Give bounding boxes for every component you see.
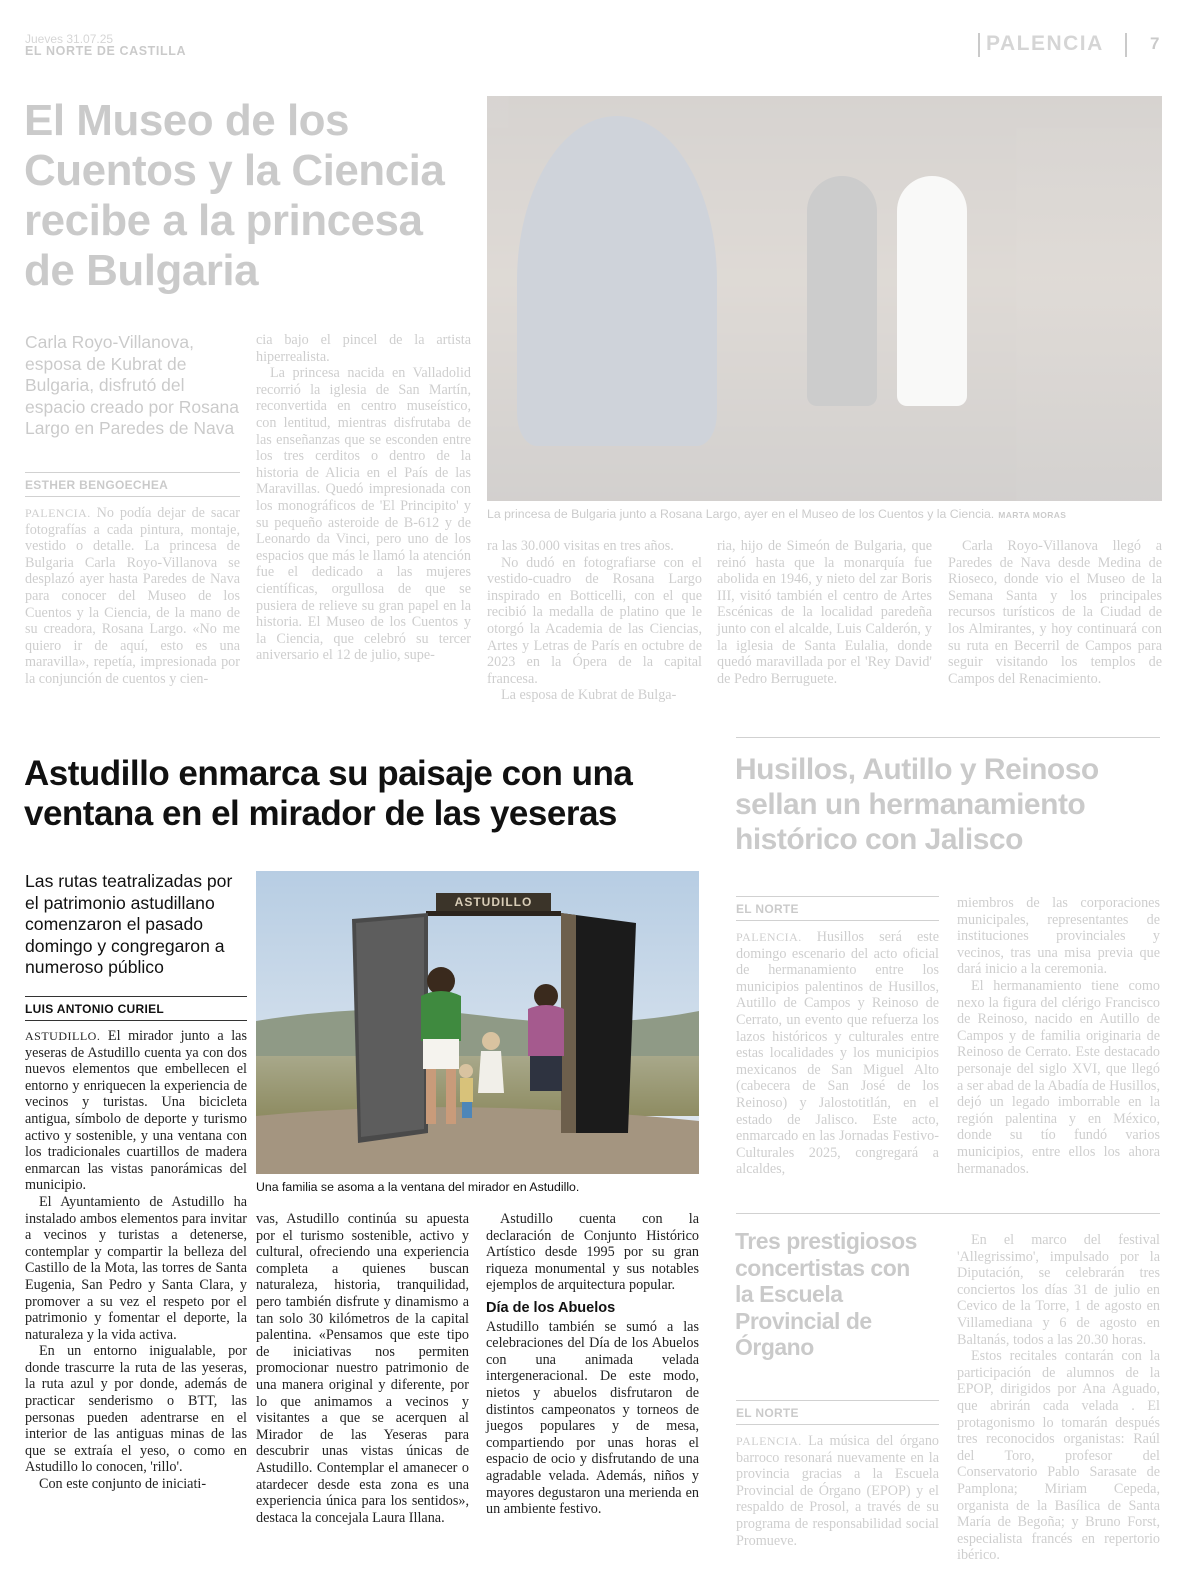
main-col1-p1: El mirador junto a las yeseras de Astudillo cuenta ya con dos nuevos elementos que embellecen el entorno y enriquecen la experiencia de vecinos y turistas. Una bicicleta antigua, símbolo de deporte y turismo activo y sostenible, y una ventana con los tradicionales cuartillos de madera enmarcan las vistas panorámicas del municipio. <box>25 1028 248 1194</box>
person-woman-leg-right <box>446 1069 456 1124</box>
main-col1-p1-wrap <box>25 1028 247 1194</box>
right2-col2-p2: Estos recitales contarán con la participación de alumnos de la EPOP, dirigidos por Ana Aguado, que abrirán cada velada . El protagonismo lo tomarán después tres reconocidos organistas: Raúl del Toro, profesor del Conservatorio Pablo Sarasate de Pamplona; Miriam Cepeda, organista de la Basílica de Santa María de Begoña; y Bruno Forst, especialista francés en repertorio ibérico. <box>957 1348 1160 1564</box>
right1-headline: Husillos, Autillo y Reinoso sellan un hermanamiento histórico con Jalisco <box>735 753 1099 856</box>
top-col1-text: No podía dejar de sacar fotografías a cada pintura, montaje, vestido o detalle. La princesa de Bulgaria Carla Royo-Villanova se desplazó ayer hasta Paredes de Nava para conocer del Museo de los Cuentos y la Ciencia, de la mano de su creadora, Rosana Largo. «No me quiero ir de aquí, esto es una maravilla», repetía, impresionada por la conjunción de cuentos y cien- <box>25 505 240 687</box>
right1-col2-p1: miembros de las corporaciones municipales, representantes de instituciones provinciales y vecinos, tras una misa previa que dará inicio a la ceremonia. <box>957 895 1160 978</box>
person-man-shirt <box>528 1005 564 1056</box>
top-article-col5 <box>948 538 1162 687</box>
right2-col1-text: La música del órgano barroco resonará nuevamente en la provincia gracias a la Escuela Provincial de Órgano (EPOP) y el respaldo de Prosol, a través de su programa de responsabilidad social Promueve. <box>736 1433 940 1549</box>
main-col1 <box>25 1028 247 1493</box>
main-byline-rule <box>25 996 247 997</box>
main-col3 <box>486 1211 699 1518</box>
top-article-lead: Carla Royo-Villanova, esposa de Kubrat de Bulgaria, disfrutó del espacio creado por Rosana Largo en Paredes de Nava <box>25 332 240 438</box>
right1-top-rule <box>736 737 1160 738</box>
main-col1-place: ASTUDILLO. <box>25 1029 101 1043</box>
person-man-pants <box>530 1056 562 1091</box>
right2-byline: EL NORTE <box>736 1406 799 1420</box>
left-door-inner <box>356 917 424 1137</box>
right1-col1-place: PALENCIA. <box>736 930 802 944</box>
right1-col2-p2: El hermanamiento tiene como nexo la figura del clérigo Francisco de Reinoso, nacido en Autillo de Campos y de familia originaria de Reinoso de Cerrato. Este destacado personaje del siglo XVI, que llegó a ser abad de la Abadía de Husillos, dejó un legado imborrable en la región palentina y en México, donde su tío fundó varios municipios, entre ellos los ahora hermanados. <box>957 977 1160 1177</box>
top-article-headline: El Museo de los Cuentos y la Ciencia recibe a la princesa de Bulgaria <box>24 96 445 295</box>
right1-col1 <box>736 929 939 1178</box>
top-article-byline: ESTHER BENGOECHEA <box>25 478 169 492</box>
person-woman-head <box>427 967 455 995</box>
door-lintel <box>426 911 561 916</box>
section-divider-left <box>978 33 980 57</box>
right2-top-rule <box>736 1213 1160 1214</box>
person-woman-leg-left <box>426 1069 436 1124</box>
right2-byline-rule-bottom <box>736 1424 939 1425</box>
person-woman-shirt <box>421 991 461 1041</box>
top-caption-text: La princesa de Bulgaria junto a Rosana Largo, ayer en el Museo de los Cuentos y la Ciencia. <box>487 507 995 521</box>
right2-col1 <box>736 1433 939 1549</box>
right2-byline-rule <box>736 1400 939 1401</box>
top-col2-p1: cia bajo el pincel de la artista hiperrealista. <box>256 332 471 365</box>
right1-col2 <box>957 895 1160 1177</box>
top-photo-credit: MARTA MORAS <box>998 510 1067 520</box>
highlighted-article <box>8 740 717 1583</box>
person-shape-1 <box>807 176 877 406</box>
right2-headline: Tres prestigiosos concertistas con la Escuela Provincial de Órgano <box>735 1228 917 1360</box>
section-divider-right <box>1125 33 1127 57</box>
issue-date: Jueves 31.07.25 <box>25 32 114 46</box>
main-col3-p2: Astudillo también se sumó a las celebraciones del Día de los Abuelos con una animada velada intergeneracional. De este modo, nietos y abuelos disfrutaron de distintos campeonatos y torneos de juegos populares y de mesa, compartiendo por unas horas el espacio de ocio y disfrutando de una agradable velada. Además, niños y mayores degustaron una merienda en un ambiente festivo. <box>486 1318 699 1518</box>
child-head <box>482 1032 500 1050</box>
main-lead: Las rutas teatralizadas por el patrimonio astudillano comenzaron el pasado domingo y congregaron a numeroso público <box>25 871 233 978</box>
main-col1-p4: Con este conjunto de iniciati- <box>39 1476 207 1493</box>
top-col3-p3: La esposa de Kubrat de Bulga- <box>501 687 677 704</box>
top-article-col1 <box>25 505 240 688</box>
main-col3-p1: Astudillo cuenta con la declaración de Conjunto Histórico Artístico desde 1995 por su gran riqueza monumental y sus notables ejemplos de arquitectura popular. <box>486 1211 699 1294</box>
stony-ground <box>256 1107 699 1174</box>
right2-col2 <box>957 1232 1160 1564</box>
top-col3-p2: No dudó en fotografiarse con el vestido-cuadro de Rosana Largo inspirado en Botticelli, con el que recibió la medalla de platino que le otorgó la Academia de las Ciencias, Artes y Letras de París en octubre de 2023 en la Ópera de la capital francesa. <box>487 554 702 687</box>
main-col2 <box>256 1211 469 1526</box>
main-byline-rule-bottom <box>25 1020 247 1021</box>
page-number: 7 <box>1150 34 1160 53</box>
person-man-head <box>534 984 558 1008</box>
top-byline-rule <box>25 472 240 473</box>
paper-name: EL NORTE DE CASTILLA <box>25 44 187 58</box>
main-photo-caption: Una familia se asoma a la ventana del mirador en Astudillo. <box>256 1180 580 1194</box>
main-headline: Astudillo enmarca su paisaje con una ventana en el mirador de las yeseras <box>24 754 633 833</box>
mirador-photo-graphic <box>256 871 699 1174</box>
right1-byline-rule-bottom <box>736 920 939 921</box>
top-col2-p2: La princesa nacida en Valladolid recorrió la iglesia de San Martín, reconvertida en centro museístico, con lentitud, mientras disfrutaba de las enseñanzas que se esconden entre los tres cerditos o dentro de la historia de Alicia en el País de las Maravillas. Quedó impresionada con los monográficos de 'El Principito' y su pequeño asteroide de B-612 y de Leonardo da Vinci, pero uno de los espacios que más le llamó la atención fue el dedicado a las mujeres científicas, orgullosa de que se pusiera de relieve su gran papel en la historia. El Museo de los Cuentos y la Ciencia, que celebró su tercer aniversario el 12 de julio, supe- <box>256 365 471 664</box>
field <box>256 1056 699 1116</box>
top-byline-rule-bottom <box>25 496 240 497</box>
main-byline: LUIS ANTONIO CURIEL <box>25 1002 165 1016</box>
top-col3-p1: ra las 30.000 visitas en tres años. <box>487 538 674 554</box>
right1-byline-rule <box>736 896 939 897</box>
right2-col1-place: PALENCIA. <box>736 1434 802 1448</box>
top-article-col3 <box>487 538 702 704</box>
toddler-head <box>459 1064 473 1078</box>
toddler-body <box>460 1078 473 1102</box>
top-col5-text: Carla Royo-Villanova llegó a Paredes de Nava desde Medina de Rioseco, donde vio el Museo de la Semana Santa y los principales recursos turísticos de la Ciudad de los Almirantes, y hoy continuará con su ruta en Becerril de Campos para seguir visitando los templos de Campos del Renacimiento. <box>948 538 1162 687</box>
museum-photo <box>487 96 1162 501</box>
painting-shape <box>517 116 717 446</box>
top-article-col4 <box>717 538 932 687</box>
right2-col2-p1: En el marco del festival 'Allegrissimo', impulsado por la Diputación, se celebrarán tres conciertos los días 31 de julio en Cevico de la Torre, 1 de agosto en Villamediana y 6 de agosto en Baltanás, todos a las 20.30 horas. <box>957 1232 1160 1348</box>
main-subhead: Día de los Abuelos <box>486 1299 616 1316</box>
top-col4-text: ria, hijo de Simeón de Bulgaria, que reinó hasta que la monarquía fue abolida en 1946, y nieto del zar Boris III, visitó también el centro de Artes Escénicas de la localidad paredeña junto con el alcalde, Luis Calderón, y la iglesia de Santa Eulalia, donde quedó maravillada por el 'Rey David' de Pedro Berruguete. <box>717 538 932 687</box>
top-photo-caption <box>487 507 1162 521</box>
child-dress <box>478 1051 504 1093</box>
person-woman-shorts <box>423 1039 459 1069</box>
main-col2-text: vas, Astudillo continúa su apuesta por el turismo sostenible, activo y cultural, ofreciendo una experiencia completa a quienes buscan naturaleza, historia, tranquilidad, pero también disfrute y dinamismo a tan solo 30 kilómetros de la capital palentina. «Pensamos que este tipo de iniciativas nos permiten promocionar nuestro patrimonio de una manera original y diferente, por lo que animamos a vecinos y visitantes a que se acerquen al Mirador de las Yeseras para descubrir unas vistas únicas de Astudillo. Contemplar el amanecer o atardecer desde esta zona es una experiencia única para los sentidos», destaca la concejala Laura Illana. <box>256 1211 469 1526</box>
top-article-col2 <box>256 332 471 664</box>
photo-sign-text: ASTUDILLO <box>454 895 533 909</box>
right1-byline: EL NORTE <box>736 902 799 916</box>
main-col1-p3: En un entorno inigualable, por donde trascurre la ruta de las yeseras, la ruta azul y por donde, además de practicar senderismo o BTT, las personas pueden adentrarse en el interior de las antiguas minas de las que se extraía el yeso, o como en Astudillo lo conocen, 'rillo'. <box>25 1343 247 1476</box>
main-col1-p2: El Ayuntamiento de Astudillo ha instalado ambos elementos para invitar a vecinos y turistas a detenerse, contemplar y compartir la belleza del Castillo de la Mota, las torres de Santa Eugenia, San Pedro y Santa Clara, y promover a su vez el respeto por el patrimonio y fomentar el deporte, la naturaleza y la vida activa. <box>25 1193 247 1343</box>
right1-col1-text: Husillos será este domingo escenario del acto oficial de hermanamiento entre los municipios palentinos de Husillos, Autillo de Campos y Reinoso de Cerrato, un evento que refuerza los lazos históricos y culturales entre estas localidades y los municipios mexicanos de San Miguel Alto (cabecera de San José de los Reinoso) y Jalostotitlán, en el estado de Jalisco. Este acto, enmarcado en las Jornadas Festivo-Culturales 2025, congregará a alcaldes, <box>736 929 940 1178</box>
section-name: PALENCIA <box>986 32 1104 55</box>
mirador-photo <box>256 871 699 1174</box>
top-col1-place: PALENCIA. <box>25 506 91 520</box>
toddler-legs <box>462 1102 472 1118</box>
person-shape-2 <box>897 176 967 406</box>
